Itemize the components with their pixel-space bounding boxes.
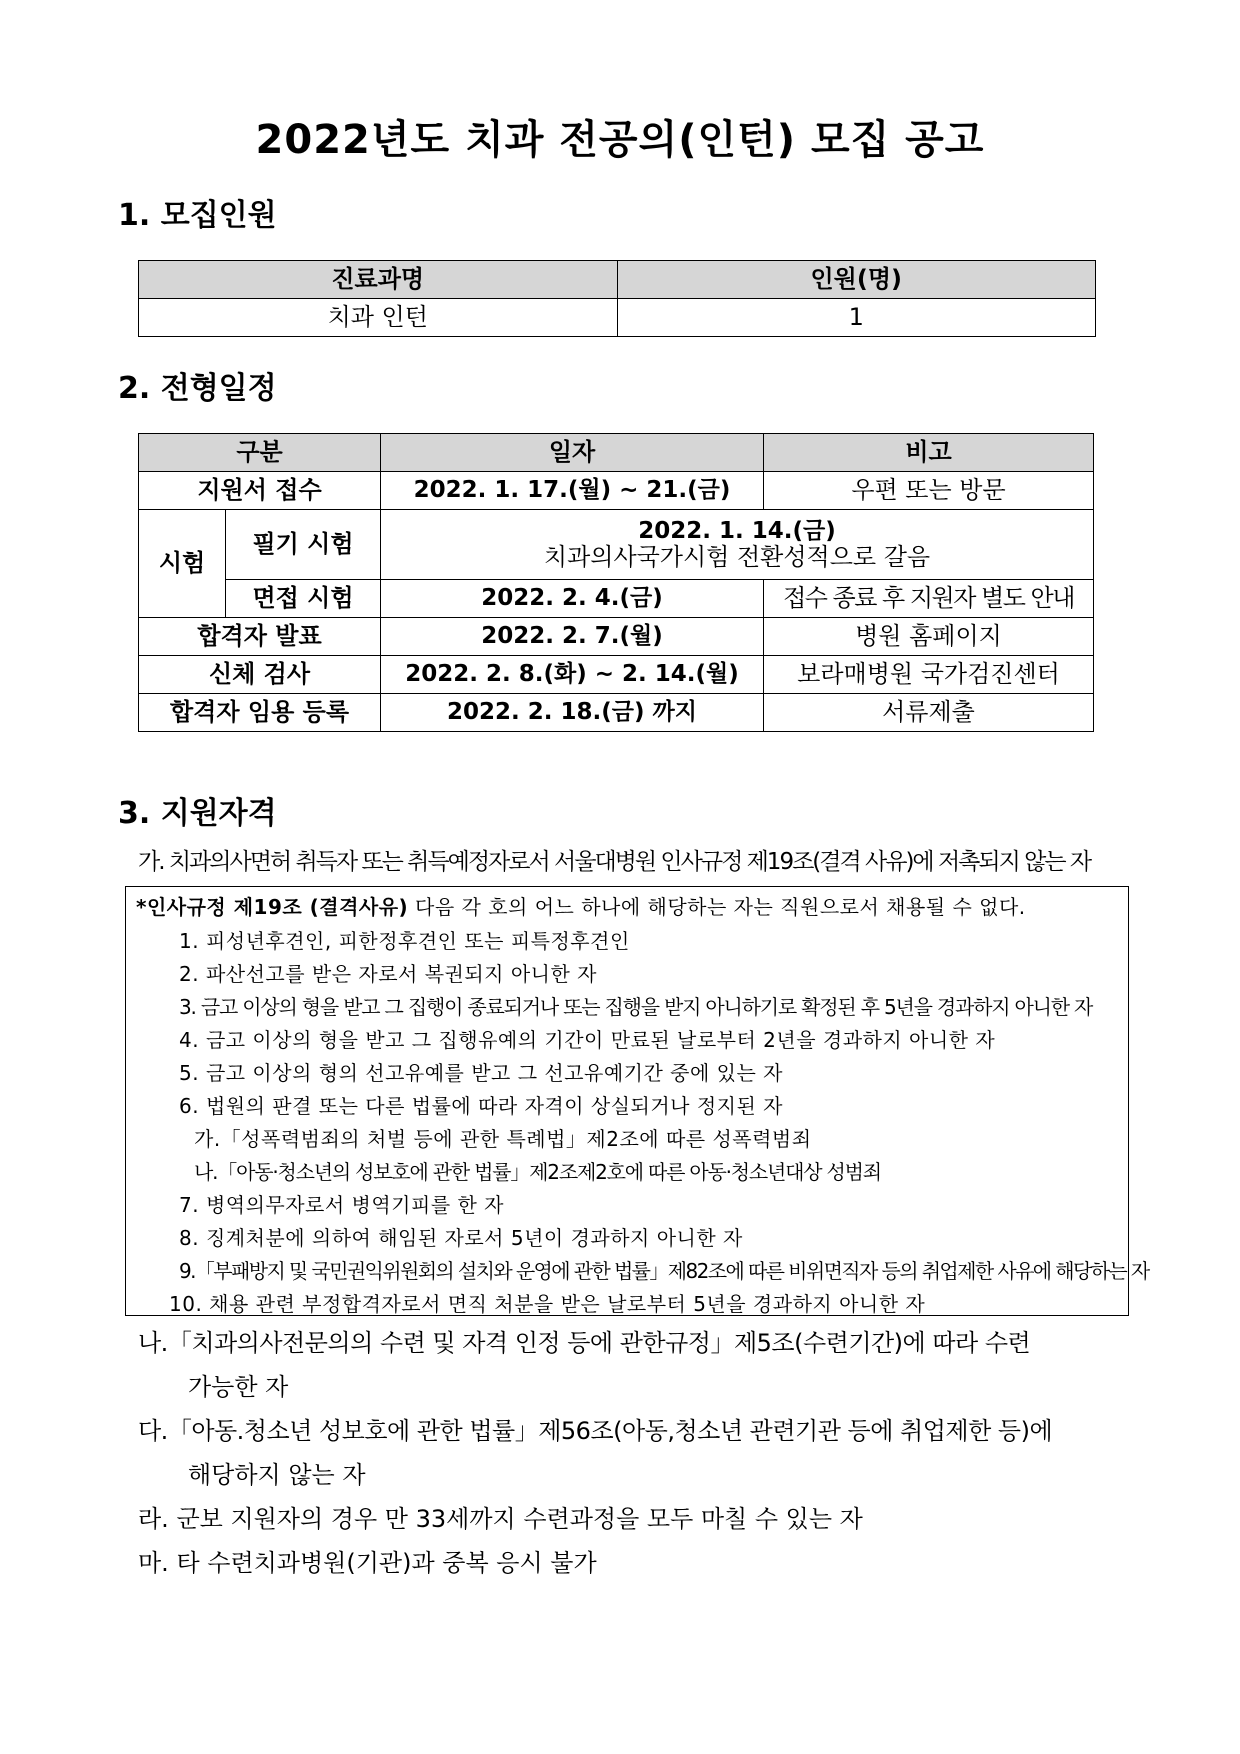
column-header: 비고 (764, 434, 1094, 472)
section-heading-recruitment: 1. 모집인원 (118, 198, 277, 233)
schedule-note: 치과의사국가시험 전환성적으로 갈음 (543, 542, 931, 571)
section-heading-eligibility: 3. 지원자격 (118, 796, 277, 831)
rule-item: 2. 파산선고를 받은 자로서 복권되지 아니한 자 (179, 962, 597, 986)
schedule-label-exam: 시험 (139, 510, 226, 618)
section-heading-schedule: 2. 전형일정 (118, 371, 277, 406)
rule-item: 6. 법원의 판결 또는 다른 법률에 따라 자격이 상실되거나 정지된 자 (179, 1094, 783, 1118)
schedule-label: 지원서 접수 (139, 472, 381, 510)
column-header: 일자 (381, 434, 764, 472)
schedule-note: 병원 홈페이지 (764, 618, 1094, 656)
eligibility-item-da: 다.「아동.청소년 성보호에 관한 법률」제56조(아동,청소년 관련기관 등에 취업제한 등)에 (138, 1417, 1053, 1445)
personnel-rule-box (125, 886, 1149, 1316)
rule-item: 1. 피성년후견인, 피한정후견인 또는 피특정후견인 (179, 929, 630, 953)
schedule-date: 2022. 1. 17.(월) ~ 21.(금) (381, 472, 764, 510)
table-cell: 치과 인턴 (139, 299, 618, 337)
schedule-label: 신체 검사 (139, 656, 381, 694)
schedule-label: 필기 시험 (226, 510, 381, 580)
schedule-date: 2022. 2. 18.(금) 까지 (381, 694, 764, 732)
schedule-table (138, 433, 1094, 732)
schedule-date: 2022. 2. 8.(화) ~ 2. 14.(월) (381, 656, 764, 694)
rule-heading-text: 다음 각 호의 어느 하나에 해당하는 자는 직원으로서 채용될 수 없다. (408, 895, 1026, 919)
rule-item: 3. 금고 이상의 형을 받고 그 집행이 종료되거나 또는 집행을 받지 아니하기로 확정된 후 5년을 경과하지 아니한 자 (179, 995, 1093, 1019)
table-header-row (139, 434, 1094, 472)
table-row (139, 580, 1094, 618)
rule-item: 8. 징계처분에 의하여 해임된 자로서 5년이 경과하지 아니한 자 (179, 1226, 743, 1250)
rule-item: 10. 채용 관련 부정합격자로서 면직 처분을 받은 날로부터 5년을 경과하지 아니한 자 (169, 1292, 926, 1316)
table-cell: 1 (617, 299, 1096, 337)
table-row (139, 656, 1094, 694)
page-title: 2022년도 치과 전공의(인턴) 모집 공고 (255, 117, 985, 163)
eligibility-item-da-cont: 해당하지 않는 자 (188, 1461, 366, 1489)
column-header: 진료과명 (139, 261, 618, 299)
schedule-note: 서류제출 (764, 694, 1094, 732)
schedule-date: 2022. 2. 7.(월) (381, 618, 764, 656)
table-row (139, 618, 1094, 656)
schedule-note: 우편 또는 방문 (764, 472, 1094, 510)
schedule-label: 합격자 발표 (139, 618, 381, 656)
rule-item: 9.「부패방지 및 국민권익위원회의 설치와 운영에 관한 법률」제82조에 따른 비위면직자 등의 취업제한 사유에 해당하는 자 (179, 1259, 1149, 1283)
schedule-note: 보라매병원 국가검진센터 (764, 656, 1094, 694)
schedule-date: 2022. 2. 4.(금) (381, 580, 764, 618)
recruitment-table (138, 260, 1096, 337)
eligibility-item-ra: 라. 군보 지원자의 경우 만 33세까지 수련과정을 모두 마칠 수 있는 자 (138, 1505, 863, 1533)
rule-heading (136, 891, 1026, 920)
table-row (139, 510, 1094, 580)
column-header: 인원(명) (617, 261, 1096, 299)
table-row (139, 472, 1094, 510)
column-header: 구분 (139, 434, 381, 472)
table-header-row (139, 261, 1096, 299)
eligibility-item-ma: 마. 타 수련치과병원(기관)과 중복 응시 불가 (138, 1549, 597, 1577)
rule-sub-item: 나.「아동·청소년의 성보호에 관한 법률」제2조제2호에 따른 아동·청소년대상 성범죄 (194, 1160, 881, 1184)
eligibility-item-na: 나.「치과의사전문의의 수련 및 자격 인정 등에 관한규정」제5조(수련기간)에 따라 수련 (138, 1329, 1031, 1357)
eligibility-item-ga: 가. 치과의사면허 취득자 또는 취득예정자로서 서울대병원 인사규정 제19조(결격 사유)에 저촉되지 않는 자 (138, 849, 1091, 875)
rule-item: 4. 금고 이상의 형을 받고 그 집행유예의 기간이 만료된 날로부터 2년을 경과하지 아니한 자 (179, 1028, 996, 1052)
schedule-label: 면접 시험 (226, 580, 381, 618)
schedule-note: 접수 종료 후 지원자 별도 안내 (764, 580, 1094, 618)
rule-item: 5. 금고 이상의 형의 선고유예를 받고 그 선고유예기간 중에 있는 자 (179, 1061, 783, 1085)
table-row (139, 299, 1096, 337)
schedule-label: 합격자 임용 등록 (139, 694, 381, 732)
rule-item: 7. 병역의무자로서 병역기피를 한 자 (179, 1193, 504, 1217)
schedule-written-cell (381, 510, 1094, 580)
rule-sub-item: 가.「성폭력범죄의 처벌 등에 관한 특례법」제2조에 따른 성폭력범죄 (194, 1127, 812, 1151)
schedule-date: 2022. 1. 14.(금) (638, 517, 836, 544)
table-row (139, 694, 1094, 732)
eligibility-item-na-cont: 가능한 자 (188, 1373, 289, 1401)
rule-heading-bold: *인사규정 제19조 (결격사유) (136, 895, 409, 919)
